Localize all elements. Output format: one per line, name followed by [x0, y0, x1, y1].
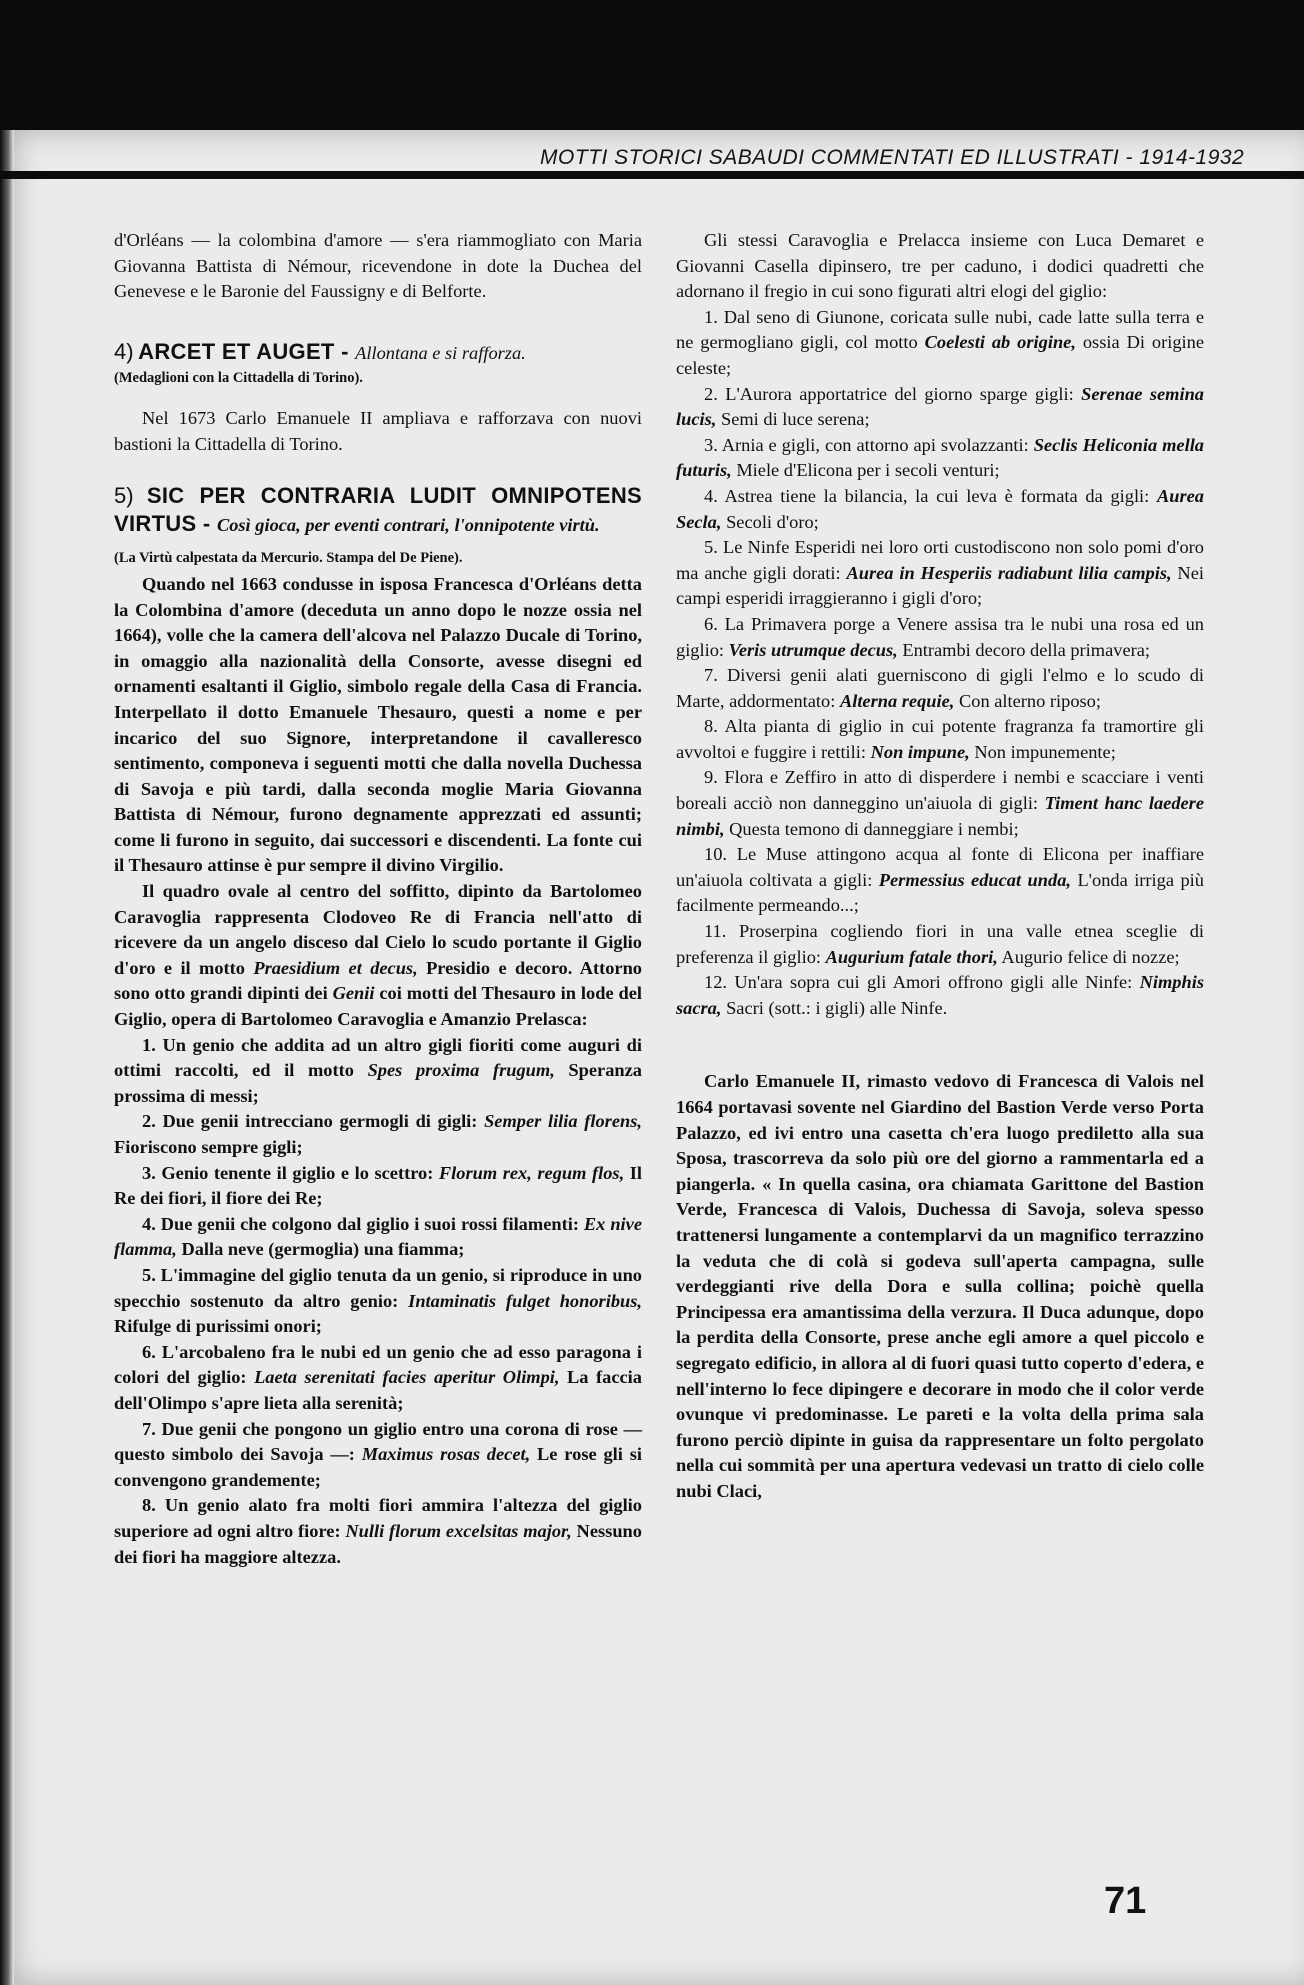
closing-paragraph: Carlo Emanuele II, rimasto vedovo di Francesca di Valois nel 1664 portavasi sovente nel Giardino del Bastion Verde verso Porta Palazzo, ed ivi entro una casetta ch'era luogo prediletto alla sua Sposa, trascorreva da solo più ore del giorno a rammentarla ed a piangerla. « In quella casina, ora chiamata Garittone del Bastion Verde, Francesca di Valois, Duchessa di Savoja, soleva spesso trattenersi lungamente a contemplarvi da un magnifico terrazzino la veduta che di colà si godeva sull'aperta campagna, sulle verdeggianti rive della Dora e sulla collina; poichè quella Principessa era amantissima della verzura. Il Duca adunque, dopo la perdita della Consorte, prese anche egli amore a quel piccolo e segregato edificio, in allora al di fuori quasi tutto coperto d'edera, e nell'interno lo fece dipingere e decorare in modo che il color verde ovunque vi predominasse. Le pareti e la volta della prima sala furono perciò dipinte in guisa da rappresentare un folto pergolato nella cui sommità per una apertura vedevasi un tratto di cielo colle nubi Claci,	[676, 1071, 1204, 1501]
motto-caption: (La Virtù calpestata da Mercurio. Stampa del De Piene).	[114, 550, 463, 567]
item-motto: Veris utrumque decus,	[728, 639, 898, 660]
motto-5-heading	[114, 483, 642, 538]
item-motto: Timent hanc laedere nimbi,	[676, 793, 1204, 839]
item-translation: Fioriscono sempre gigli;	[114, 1137, 303, 1157]
text: coi motti del Thesauro in lode del Giglio, opera di Bartolomeo Caravoglia e Amanzio Prelasca:	[114, 983, 642, 1030]
item-translation: Augurio felice di nozze;	[997, 946, 1180, 967]
text: Presidio e decoro. Attorno sono otto grandi dipinti dei	[114, 957, 642, 1004]
item-text: 5. L'immagine del giglio tenuta da un genio, si riproduce in uno specchio sostenuto da altro genio:	[114, 1264, 642, 1311]
motto-4-heading	[114, 339, 642, 367]
item-motto: Nimphis sacra,	[676, 972, 1204, 1018]
item-text: 7. Due genii che pongono un giglio entro una corona di rose — questo simbolo dei Savoja —:	[114, 1418, 642, 1465]
list-item	[676, 535, 1204, 612]
motto-latin: ARCET ET AUGET	[138, 338, 335, 364]
motto-latin: SIC PER CONTRARIA LUDIT OMNIPOTENS VIRTUS	[114, 483, 642, 536]
item-text: 8. Un genio alato fra molti fiori ammira l'altezza del giglio superiore ad ogni altro fiore:	[114, 1495, 642, 1541]
item-text: 9. Flora e Zeffiro in atto di disperdere i nembi e scacciare i venti boreali acciò non danneggino un'aiuola di gigli:	[676, 767, 1204, 814]
item-motto: Permessius educat unda,	[878, 869, 1071, 890]
list-item	[676, 433, 1204, 484]
left-column	[114, 228, 642, 1570]
list-item	[676, 970, 1204, 1021]
item-translation: Miele d'Elicona per i secoli venturi;	[731, 460, 1000, 481]
item-motto: Maximus rosas decet,	[361, 1444, 531, 1465]
item-text: 6. L'arcobaleno fra le nubi ed un genio che ad esso paragona i colori del giglio:	[114, 1341, 642, 1388]
running-title: MOTTI STORICI SABAUDI COMMENTATI ED ILLUSTRATI - 1914-1932	[540, 146, 1245, 169]
item-translation: Nessuno dei fiori ha maggiore altezza.	[114, 1520, 642, 1567]
item-text: 11. Proserpina cogliendo fiori in una valle etnea sceglie di preferenza il giglio:	[676, 921, 1204, 967]
left-motto-list	[114, 1033, 642, 1570]
item-motto: Aurea in Hesperiis radiabunt lilia campis,	[846, 562, 1172, 583]
list-item	[676, 484, 1204, 535]
list-item	[114, 1033, 642, 1110]
list-item	[676, 612, 1204, 663]
item-translation: La faccia dell'Olimpo s'apre lieta alla serenità;	[114, 1367, 642, 1413]
list-item	[676, 382, 1204, 433]
motto-number: 4)	[114, 338, 134, 364]
item-translation: Sacri (sott.: i gigli) alle Ninfe.	[721, 997, 948, 1018]
item-text: 6. La Primavera porge a Venere assisa tra le nubi una rosa ed un giglio:	[676, 613, 1204, 660]
list-item	[114, 1161, 642, 1212]
item-motto: Semper lilia florens,	[484, 1111, 642, 1132]
item-text: 4. Due genii che colgono dal giglio i suoi rossi filamenti:	[142, 1213, 584, 1234]
item-text: 12. Un'ara sopra cui gli Amori offrono gigli alle Ninfe:	[704, 972, 1140, 993]
item-translation: Questa temono di danneggiare i nembi;	[724, 818, 1019, 839]
item-translation: Non impunemente;	[969, 741, 1116, 762]
list-item	[114, 1417, 642, 1494]
item-text: 5. Le Ninfe Esperidi nei loro orti custodiscono non solo pomi d'oro ma anche gigli dorati:	[676, 537, 1204, 583]
list-item	[676, 305, 1204, 382]
item-text: 1. Un genio che addita ad un altro gigli fioriti come auguri di ottimi raccolti, ed il motto	[114, 1034, 642, 1081]
item-text: 4. Astrea tiene la bilancia, la cui leva è formata da gigli:	[704, 485, 1157, 506]
item-translation: Il Re dei fiori, il fiore dei Re;	[114, 1162, 642, 1209]
item-motto: Spes proxima frugum,	[367, 1060, 555, 1081]
list-item	[676, 714, 1204, 765]
item-motto: Nulli florum excelsitas major,	[345, 1520, 572, 1541]
paragraph-quadro-ovale	[114, 879, 642, 1033]
right-motto-list	[676, 305, 1204, 1022]
list-item	[676, 842, 1204, 919]
item-motto: Laeta serenitati facies aperitur Olimpi,	[254, 1367, 560, 1388]
list-item	[114, 1263, 642, 1340]
item-text: 3. Genio tenente il giglio e lo scettro:	[142, 1162, 439, 1183]
item-translation: Dalla neve (germoglia) una fiamma;	[176, 1239, 465, 1260]
list-item	[676, 919, 1204, 970]
list-item	[676, 663, 1204, 714]
item-text: 10. Le Muse attingono acqua al fonte di Elicona per inaffiare un'aiuola coltivata a gigli:	[676, 844, 1204, 890]
header-rule	[0, 171, 1304, 179]
intro-paragraph: Gli stessi Caravoglia e Prelacca insieme con Luca Demaret e Giovanni Casella dipinsero, tre per caduno, i dodici quadretti che adornano il fregio in cui sono figurati altri elogi del giglio:	[676, 230, 1204, 302]
item-motto: Florum rex, regum flos,	[438, 1162, 625, 1183]
item-text: 8. Alta pianta di giglio in cui potente fragranza fa tramortire gli avvoltoi e fuggire i rettili:	[676, 716, 1204, 762]
item-translation: Le rose gli si convengono grandemente;	[114, 1444, 642, 1490]
motto-translation: Allontana e si rafforza.	[355, 342, 526, 363]
text: Il quadro ovale al centro del soffitto, dipinto da Bartolomeo Caravoglia rappresenta Clodoveo Re di Francia nell'atto di ricevere da un angelo disceso dal Cielo lo scudo portante il Giglio d'oro e il motto	[114, 881, 642, 978]
item-translation: Semi di luce serena;	[716, 409, 870, 430]
item-motto: Augurium fatale thori,	[825, 946, 998, 967]
item-motto: Coelesti ab origine,	[924, 332, 1076, 353]
genii-inline: Genii	[332, 983, 375, 1004]
item-translation: Secoli d'oro;	[721, 511, 819, 532]
item-translation: ossia Di origine celeste;	[676, 332, 1204, 378]
list-item	[114, 1212, 642, 1263]
motto-caption: (Medaglioni con la Cittadella di Torino).	[114, 370, 363, 387]
item-translation: Entrambi decoro della primavera;	[897, 639, 1151, 660]
right-column	[676, 228, 1204, 1505]
item-motto: Aurea Secla,	[676, 485, 1204, 532]
list-item	[114, 1340, 642, 1417]
item-motto: Serenae semina lucis,	[676, 383, 1204, 430]
item-text: 1. Dal seno di Giunone, coricata sulle nubi, cade latte sulla terra e ne germogliano gigli, col motto	[676, 306, 1204, 353]
item-motto: Ex nive flamma,	[114, 1213, 642, 1260]
item-motto: Non impune,	[870, 741, 970, 762]
item-translation: Speranza prossima di messi;	[114, 1060, 642, 1106]
list-item	[114, 1109, 642, 1160]
item-translation: Rifulge di purissimi onori;	[114, 1316, 322, 1337]
page-binding-edge	[0, 130, 14, 1985]
item-translation: L'onda irriga più facilmente permeando...;	[676, 869, 1204, 916]
item-motto: Intaminatis fulget honoribus,	[408, 1290, 642, 1311]
page-number: 71	[1104, 1880, 1147, 1922]
item-text: 2. L'Aurora apportatrice del giorno sparge gigli:	[704, 383, 1082, 404]
item-motto: Seclis Heliconia mella futuris,	[676, 434, 1204, 481]
intro-paragraph: d'Orléans — la colombina d'amore — s'era riammogliato con Maria Giovanna Battista di Némour, ricevendone in dote la Duchea del Genevese e le Baronie del Faussigny e di Belforte.	[114, 230, 642, 302]
motto-translation: Così gioca, per eventi contrari, l'onnipotente virtù.	[216, 514, 600, 535]
motto-separator: -	[196, 510, 217, 536]
item-text: 3. Arnia e gigli, con attorno api svolazzanti:	[704, 434, 1034, 455]
item-text: 7. Diversi genii alati guerniscono di gigli l'elmo e lo scudo di Marte, addormentato:	[676, 665, 1204, 711]
motto-number: 5)	[114, 483, 134, 509]
item-text: 2. Due genii intrecciano germogli di gigli:	[142, 1111, 485, 1132]
item-translation: Nei campi esperidi irraggieranno i gigli d'oro;	[676, 562, 1204, 609]
motto-inline: Praesidium et decus,	[253, 957, 418, 978]
motto-body: Quando nel 1663 condusse in isposa Francesca d'Orléans detta la Colombina d'amore (deceduta un anno dopo le nozze ossia nel 1664), volle che la camera dell'alcova nel Palazzo Ducale di Torino, in omaggio alla nazionalità della Consorte, avesse disegni ed ornamenti esaltanti il Giglio, simbolo regale della Casa di Francia. Interpellato il dotto Emanuele Thesauro, questi a nome e per incarico del suo Signore, interpretandone il cavalleresco sentimento, componeva i seguenti motti che dalla novella Duchessa di Savoja e più tardi, dalla seconda moglie Maria Giovanna Battista di Némour, furono degnamente apprezzati ed assunti; come li furono in seguito, dai successori e discendenti. La fonte cui il Thesauro attinse è pur sempre il divino Virgilio.	[114, 573, 642, 876]
item-translation: Con alterno riposo;	[954, 690, 1101, 711]
motto-body: Nel 1673 Carlo Emanuele II ampliava e rafforzava con nuovi bastioni la Cittadella di Torino.	[114, 407, 642, 454]
item-motto: Alterna requie,	[839, 690, 955, 711]
motto-separator: -	[334, 338, 356, 364]
list-item	[676, 765, 1204, 842]
list-item	[114, 1493, 642, 1570]
